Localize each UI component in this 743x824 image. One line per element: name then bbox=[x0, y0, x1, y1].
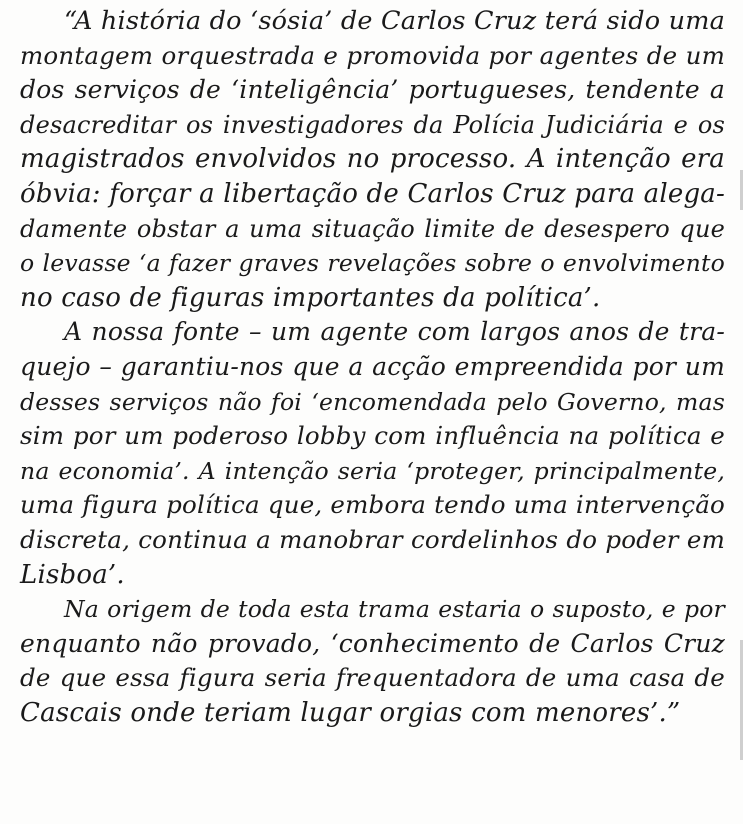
text-line: desacreditar os investigadores da Polícia Judiciária e os bbox=[20, 110, 725, 139]
text-line: na economia’. A intenção seria ‘proteger, principalmente, bbox=[20, 456, 725, 485]
text-line: Lisboa’. bbox=[20, 559, 125, 590]
text-line: uma figura política que, embora tendo uma intervenção bbox=[20, 490, 725, 520]
text-line: dos serviços de ‘inteligência’ portugueses, tendente a bbox=[20, 75, 725, 105]
text-line: Cascais onde teriam lugar orgias com menores’.” bbox=[20, 697, 681, 728]
paragraph-2 bbox=[20, 315, 725, 592]
text-line: sim por um poderoso lobby com influência na política e bbox=[20, 421, 725, 451]
paragraph-3 bbox=[20, 592, 725, 730]
text-line: de que essa figura seria frequentadora de uma casa de bbox=[20, 663, 725, 693]
text-line: A nossa fonte – um agente com largos anos de tra- bbox=[64, 317, 725, 347]
text-line: o levasse ‘a fazer graves revelações sobre o envolvimento bbox=[20, 249, 725, 278]
text-line: no caso de figuras importantes da política’. bbox=[20, 282, 601, 313]
quoted-text-block bbox=[20, 4, 725, 730]
text-line: montagem orquestrada e promovida por agentes de um bbox=[20, 40, 725, 70]
text-line: desses serviços não foi ‘encomendada pelo Governo, mas bbox=[20, 387, 725, 416]
text-line: quejo – garantiu-nos que a acção empreendida por um bbox=[20, 351, 725, 381]
paragraph-1 bbox=[20, 4, 725, 315]
text-line: enquanto não provado, ‘conhecimento de Carlos Cruz bbox=[20, 628, 725, 658]
text-line: magistrados envolvidos no processo. A intenção era bbox=[20, 144, 725, 175]
text-line: damente obstar a uma situação limite de desespero que bbox=[20, 214, 725, 243]
text-line: Na origem de toda esta trama estaria o suposto, e por bbox=[64, 595, 725, 624]
text-line: discreta, continua a manobrar cordelinhos do poder em bbox=[20, 524, 725, 554]
text-line: óbvia: forçar a libertação de Carlos Cruz para alega- bbox=[20, 178, 725, 209]
text-line: “A história do ‘sósia’ de Carlos Cruz terá sido uma bbox=[64, 6, 725, 36]
